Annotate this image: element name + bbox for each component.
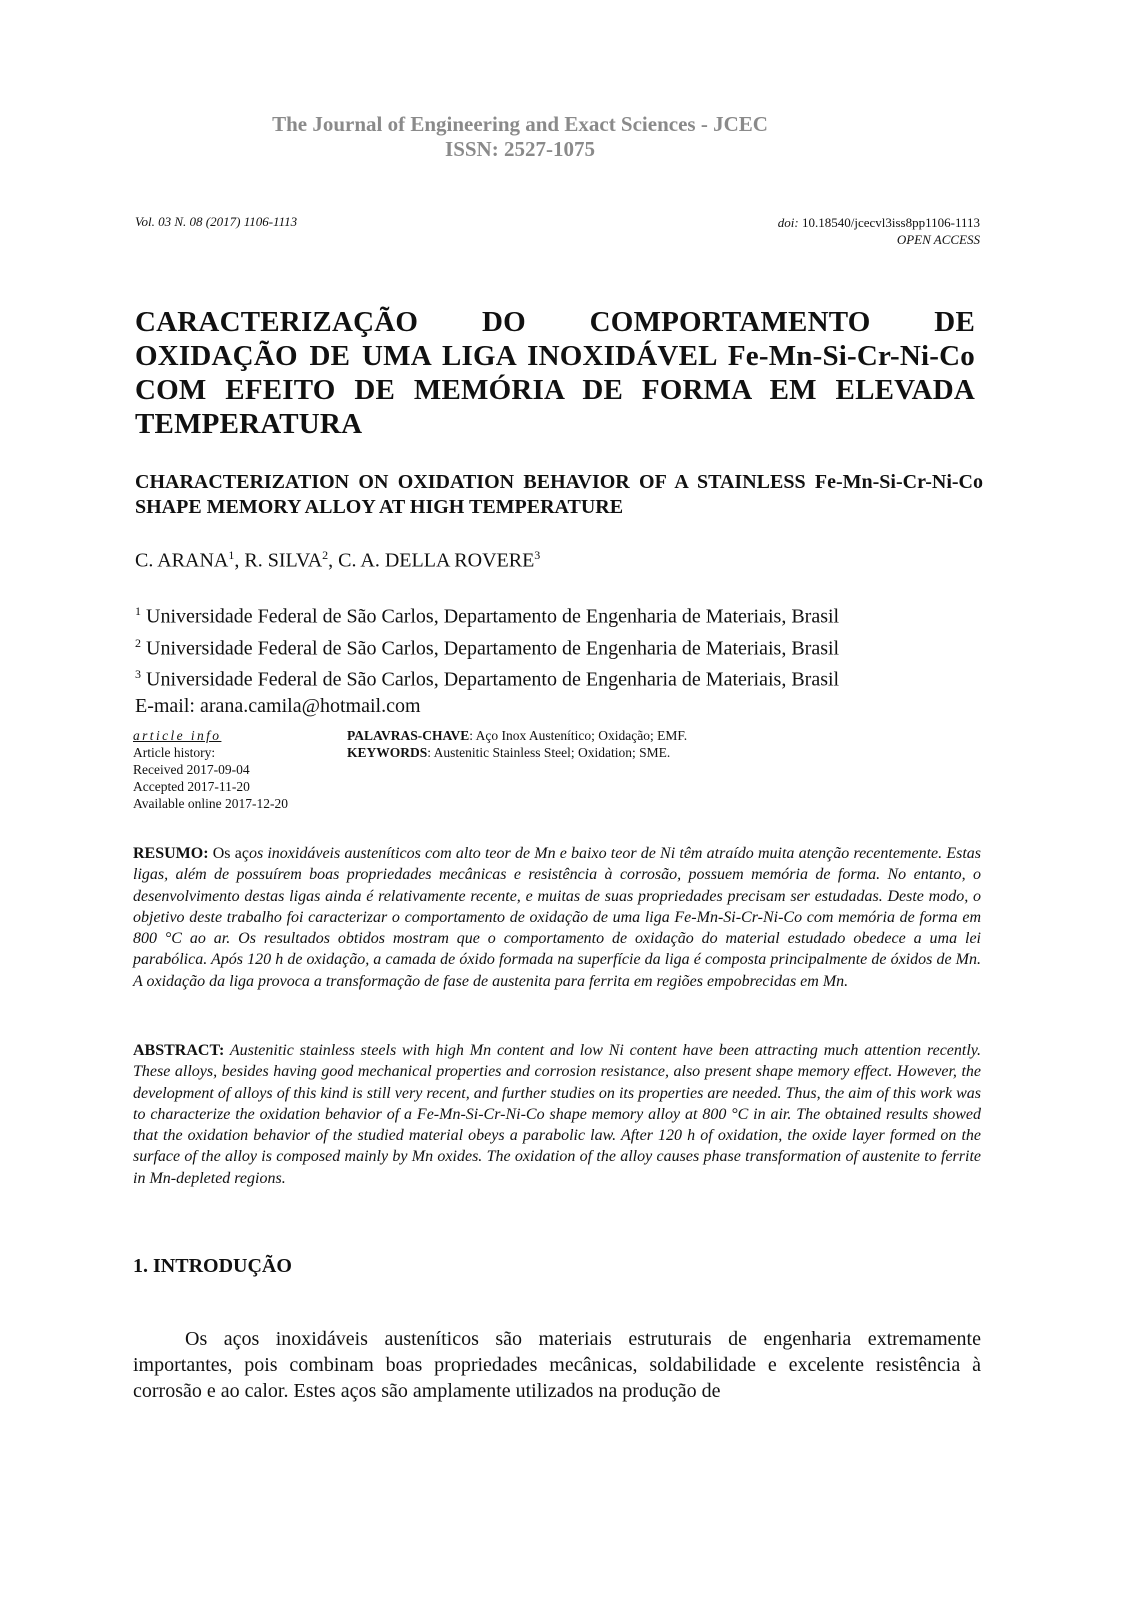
author-name: C. A. DELLA ROVERE — [338, 549, 535, 572]
volume-info: Vol. 03 N. 08 (2017) 1106-1113 — [135, 214, 298, 229]
author-name: C. ARANA — [135, 549, 229, 572]
affiliation-text: Universidade Federal de São Carlos, Departamento de Engenharia de Materiais, Brasil — [146, 668, 840, 691]
received-date: Received 2017-09-04 — [133, 762, 250, 777]
keywords-pt-label: PALAVRAS-CHAVE — [347, 728, 470, 743]
title-english: CHARACTERIZATION ON OXIDATION BEHAVIOR OF A STAINLESS Fe-Mn-Si-Cr-Ni-Co SHAPE MEMORY ALLOY AT HIGH TEMPERATURE — [135, 471, 983, 518]
available-date: Available online 2017-12-20 — [133, 796, 288, 811]
article-info — [133, 727, 288, 812]
abstract-paragraph — [133, 1040, 981, 1189]
resumo-text: os inoxidáveis austeníticos com alto teor de Mn e baixo teor de Ni têm atraído muita atenção recentemente. Estas ligas, além de possuírem boas propriedades mecânicas e resistência à corrosão, possuem memória de forma. No entanto, o desenvolvimento destas ligas ainda é relativamente recente, e muitas de suas propriedades precisam ser estudadas. Deste modo, o objetivo deste trabalho foi caracterizar o comportamento de oxidação de uma liga Fe-Mn-Si-Cr-Ni-Co com memória de forma em 800 °C ao ar. Os resultados obtidos mostram que o comportamento de oxidação do material estudado obedece a uma lei parabólica. Após 120 h de oxidação, a camada de óxido formada na superfície da liga é composta principalmente de óxidos de Mn. A oxidação da liga provoca a transformação de fase de austenita para ferrita em regiões empobrecidas em Mn. — [133, 845, 982, 990]
affiliation-line — [135, 630, 839, 662]
section-heading-introducao: 1. INTRODUÇÃO — [133, 1255, 292, 1277]
keywords-en-label: KEYWORDS — [347, 745, 428, 760]
keywords-en-text: : Austenitic Stainless Steel; Oxidation; SME. — [427, 745, 671, 760]
keywords-pt — [347, 727, 687, 744]
author-sup: 3 — [534, 548, 541, 562]
doi-label: doi: — [777, 215, 799, 230]
article-history-label: Article history: — [133, 745, 216, 760]
keywords-pt-text: : Aço Inox Austenítico; Oxidação; EMF. — [469, 728, 688, 743]
accepted-date: Accepted 2017-11-20 — [133, 779, 250, 794]
article-info-heading: article info — [133, 728, 222, 743]
author-name: R. SILVA — [244, 549, 323, 572]
journal-name: The Journal of Engineering and Exact Sciences - JCEC — [272, 112, 768, 136]
affiliation-line — [135, 598, 839, 630]
affiliation-sup: 3 — [135, 667, 141, 682]
resumo-lead: Os aç — [208, 845, 249, 862]
resumo-paragraph — [133, 843, 981, 992]
affiliation-sup: 1 — [135, 604, 141, 618]
doi-block — [778, 214, 980, 248]
keywords-en — [347, 744, 687, 761]
email-line[interactable]: E-mail: arana.camila@hotmail.com — [135, 694, 421, 717]
abstract-label: ABSTRACT: — [133, 1042, 225, 1059]
affiliation-line — [135, 661, 839, 693]
author-list: C. ARANA$^1$, R. SILVA$^2$, C. A. DELLA ROVERE$^3$ — [135, 548, 541, 572]
body-paragraph: Os aços inoxidáveis austeníticos são materiais estruturais de engenharia extremamente importantes, pois combinam boas propriedades mecânicas, soldabilidade e excelente resistência à corrosão e ao calor. Estes aços são amplamente utilizados na produção de — [133, 1328, 981, 1402]
journal-header — [0, 112, 1040, 162]
affiliation-text: Universidade Federal de São Carlos, Departamento de Engenharia de Materiais, Brasil — [146, 605, 840, 628]
abstract-text: Austenitic stainless steels with high Mn content and low Ni content have been attracting much attention recently. These alloys, besides having good mechanical properties and corrosion resistance, also present shape memory effect. However, the development of alloys of this kind is still very recent, and further studies on its properties are needed. Thus, the aim of this work was to characterize the oxidation behavior of a Fe-Mn-Si-Cr-Ni-Co shape memory alloy at 800 °C in air. The obtained results showed that the oxidation behavior of the studied material obeys a parabolic law. After 120 h of oxidation, the oxide layer formed on the surface of the alloy is composed mainly by Mn oxides. The oxidation of the alloy causes phase transformation of austenite to ferrite in Mn-depleted regions. — [133, 1042, 981, 1187]
affiliation-sup: 2 — [135, 635, 141, 650]
author-sup: 2 — [322, 548, 329, 562]
affiliation-text: Universidade Federal de São Carlos, Departamento de Engenharia de Materiais, Brasil — [146, 637, 840, 660]
author-sup: 1 — [228, 548, 235, 562]
journal-issn: ISSN: 2527-1075 — [445, 137, 595, 161]
open-access-label: OPEN ACCESS — [896, 232, 980, 247]
resumo-label: RESUMO: — [133, 845, 209, 862]
keywords-block — [347, 727, 687, 761]
doi-value[interactable]: 10.18540/jcecvl3iss8pp1106-1113 — [801, 215, 980, 230]
affiliations — [135, 598, 839, 719]
title-portuguese: CARACTERIZAÇÃO DO COMPORTAMENTO DE OXIDAÇÃO DE UMA LIGA INOXIDÁVEL Fe-Mn-Si-Cr-Ni-Co COM EFEITO DE MEMÓRIA DE FORMA EM ELEVADA TEMPERATURA — [135, 306, 975, 440]
